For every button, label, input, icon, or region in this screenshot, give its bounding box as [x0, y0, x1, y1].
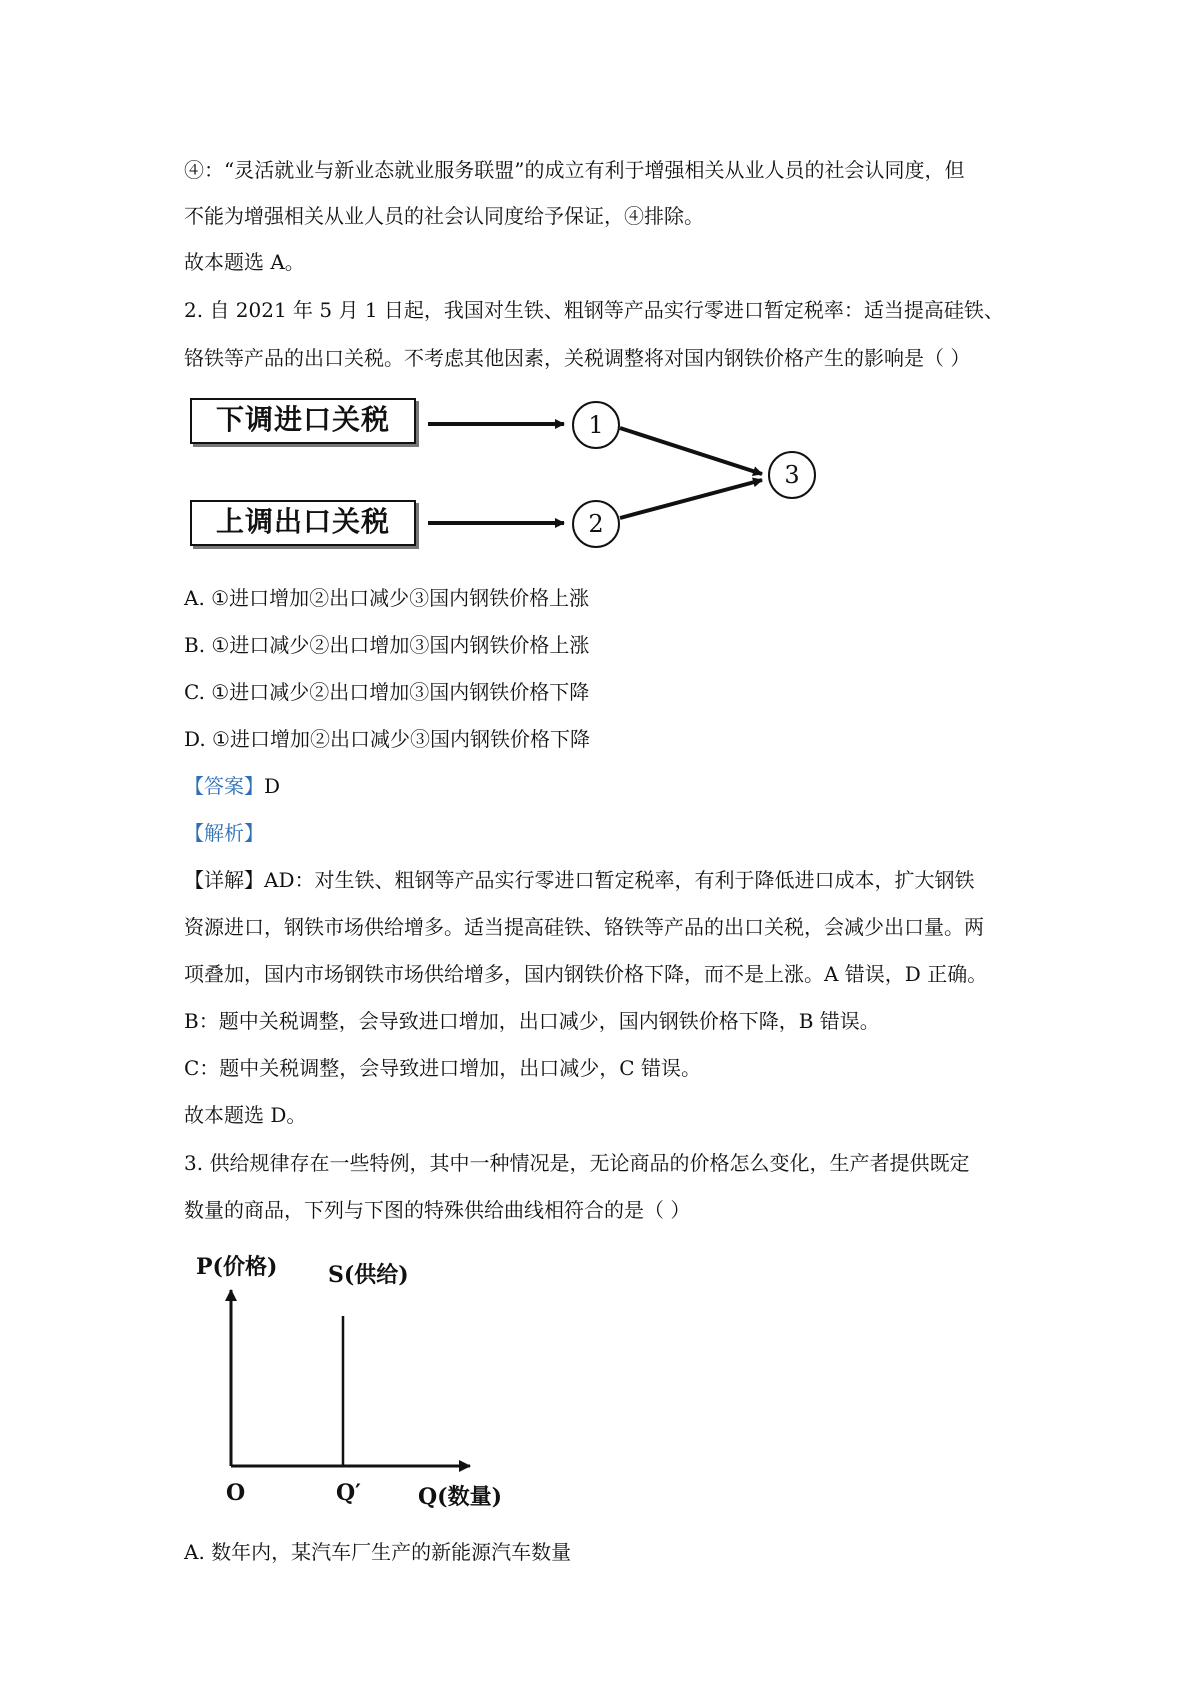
circle-1: 1 [572, 401, 620, 449]
y-axis-label: P(价格) [196, 1254, 278, 1280]
q1-conclusion: 故本题选 A。 [184, 250, 305, 274]
origin-label: O [226, 1480, 246, 1506]
box-raise-export-tariff: 上调出口关税 [190, 500, 416, 546]
q3-option-a: A. 数年内，某汽车厂生产的新能源汽车数量 [184, 1540, 572, 1564]
q2-option-b: B. ①进口减少②出口增加③国内钢铁价格上涨 [184, 633, 590, 657]
q2-stem-line-1: 2. 自 2021 年 5 月 1 日起，我国对生铁、粗钢等产品实行零进口暂定税率：适当提高硅铁、 [184, 298, 1004, 322]
q2-option-c: C. ①进口减少②出口增加③国内钢铁价格下降 [184, 680, 590, 704]
q2-detail-line-2: 资源进口，钢铁市场供给增多。适当提高硅铁、铬铁等产品的出口关税，会减少出口量。两 [184, 915, 984, 939]
q2-detail-line-5: C：题中关税调整，会导致进口增加，出口减少，C 错误。 [184, 1056, 701, 1080]
q1-analysis-line-1: ④：“灵活就业与新业态就业服务联盟”的成立有利于增强相关从业人员的社会认同度，但 [184, 158, 965, 182]
q3-stem-line-2: 数量的商品，下列与下图的特殊供给曲线相符合的是（ ） [184, 1198, 691, 1222]
q2-conclusion: 故本题选 D。 [184, 1103, 307, 1127]
q2-option-d: D. ①进口增加②出口减少③国内钢铁价格下降 [184, 727, 590, 751]
q1-analysis-line-2: 不能为增强相关从业人员的社会认同度给予保证，④排除。 [184, 204, 704, 228]
supply-curve-label: S(供给) [328, 1262, 409, 1288]
q2-option-a: A. ①进口增加②出口减少③国内钢铁价格上涨 [184, 586, 590, 610]
q2-stem-line-2: 铬铁等产品的出口关税。不考虑其他因素，关税调整将对国内钢铁价格产生的影响是（ ） [184, 346, 971, 370]
q2-detail-line-1: 【详解】AD：对生铁、粗钢等产品实行零进口暂定税率，有利于降低进口成本，扩大钢铁 [184, 868, 975, 892]
answer-value: D [264, 774, 281, 798]
q2-detail-line-3: 项叠加，国内市场钢铁市场供给增多，国内钢铁价格下降，而不是上涨。A 错误，D 正确。 [184, 962, 988, 986]
q2-analysis-tag: 【解析】 [184, 821, 264, 845]
q2-detail-line-4: B：题中关税调整，会导致进口增加，出口减少，国内钢铁价格下降，B 错误。 [184, 1009, 880, 1033]
x-axis-label: Q(数量) [418, 1484, 502, 1510]
box-lower-import-tariff: 下调进口关税 [190, 398, 416, 444]
answer-tag: 【答案】 [184, 774, 264, 798]
circle-2: 2 [572, 500, 620, 548]
circle-3: 3 [768, 451, 816, 499]
q3-stem-line-1: 3. 供给规律存在一些特例，其中一种情况是，无论商品的价格怎么变化，生产者提供既定 [184, 1151, 970, 1175]
q-mark-label: Q′ [336, 1480, 361, 1506]
